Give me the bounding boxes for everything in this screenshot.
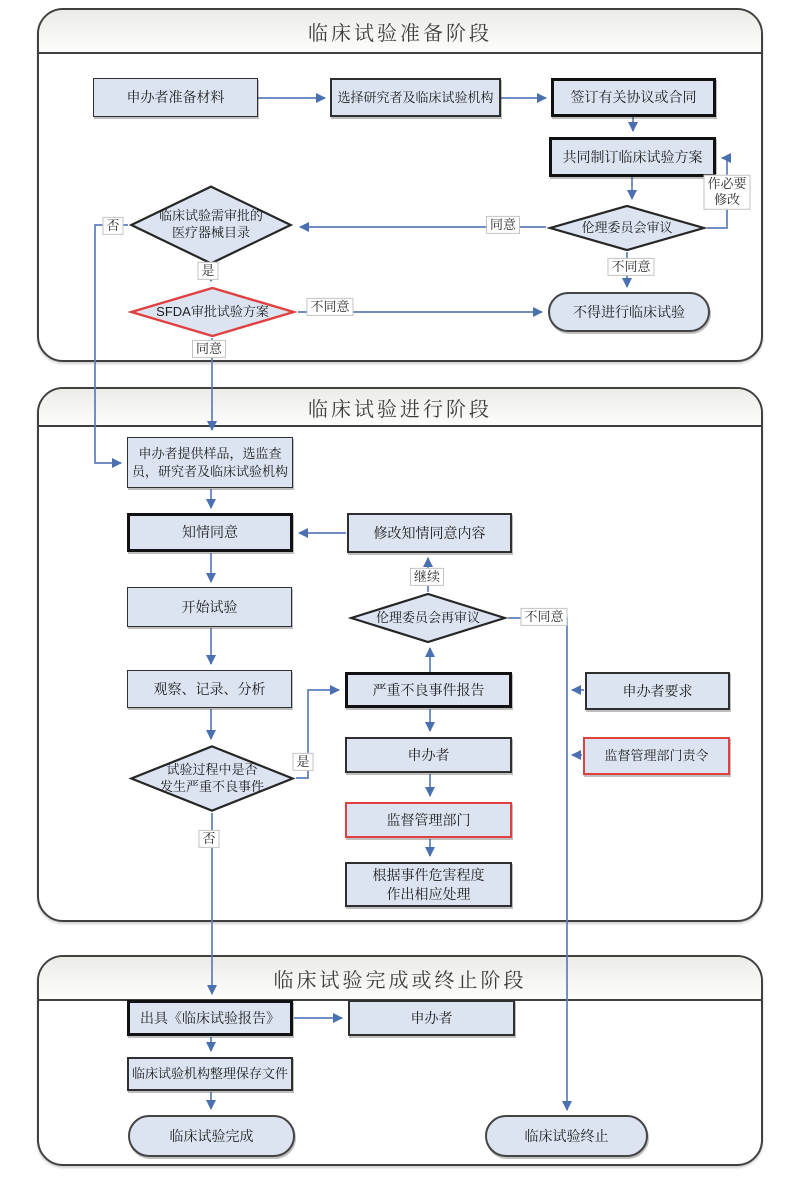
decision-ethics-committee-review [547, 205, 707, 251]
node-label-line2: 发生严重不良事件 [159, 778, 264, 794]
node-supervisory-department [345, 802, 512, 838]
node-modify-consent-content [347, 513, 512, 553]
node-label: 签订有关协议或合同 [570, 89, 697, 106]
node-label-line1: 临床试验需审批的 [158, 208, 263, 224]
node-sponsor [345, 737, 512, 773]
edge-label-continue: 继续 [410, 568, 444, 586]
node-label: 临床试验完成 [169, 1127, 254, 1144]
edge-label-make-changes: 作必要 修改 [703, 175, 750, 210]
node-observe-record-analyze [127, 670, 292, 708]
node-label: 知情同意 [182, 524, 238, 541]
edge-label-no: 否 [102, 217, 123, 235]
node-label: 监督管理部门责令 [604, 748, 709, 764]
node-informed-consent [127, 513, 293, 552]
node-label: 伦理委员会再审议 [375, 609, 480, 625]
node-label-line1: 根据事件危害程度 [372, 866, 485, 883]
node-label: 严重不良事件报告 [372, 681, 485, 698]
section-title: 临床试验进行阶段 [308, 398, 492, 421]
node-label: 观察、记录、分析 [153, 680, 266, 697]
node-sign-agreement [551, 78, 716, 117]
decision-device-catalog-needs-approval [128, 185, 294, 265]
edge-label-disagree: 不同意 [306, 298, 353, 316]
edge-label-disagree: 不同意 [520, 608, 567, 626]
node-supervisory-department-order [583, 737, 730, 775]
edge-label-no: 否 [198, 830, 219, 848]
node-label: 申办者准备材料 [126, 89, 225, 106]
node-label: 临床试验终止 [524, 1127, 609, 1144]
edge-label-yes: 是 [197, 262, 218, 280]
node-label-line2: 员，研究者及临床试验机构 [131, 463, 288, 479]
node-label: 出具《临床试验报告》 [140, 1009, 280, 1026]
terminal-trial-completed [128, 1115, 295, 1157]
terminal-no-clinical-trial [548, 292, 710, 332]
section-title: 临床试验完成或终止阶段 [273, 969, 527, 992]
node-label-line2: 作出相应处理 [386, 885, 471, 902]
node-label: 申办者要求 [622, 682, 693, 699]
decision-sfda-approves-protocol [128, 287, 297, 337]
node-label: 共同制订临床试验方案 [562, 148, 703, 165]
node-label: 申办者 [407, 746, 450, 763]
decision-serious-adverse-event [128, 745, 296, 812]
terminal-trial-terminated [485, 1115, 648, 1157]
node-sponsor-prepares-materials [93, 78, 258, 117]
node-label-line1: 试验过程中是否 [166, 761, 258, 777]
edge-label-disagree: 不同意 [607, 258, 654, 276]
node-sponsor-request [585, 672, 730, 710]
node-label: 监督管理部门 [386, 811, 471, 828]
connector [508, 618, 567, 1110]
node-issue-trial-report [127, 1000, 293, 1036]
node-label: 伦理委员会审议 [581, 219, 673, 235]
edge-label-yes: 是 [292, 753, 313, 771]
node-label-line2: 医疗器械目录 [171, 225, 250, 240]
node-sponsor-provides-samples [127, 437, 293, 488]
node-serious-adverse-event-report [345, 672, 512, 708]
node-label: SFDA审批试验方案 [156, 303, 269, 319]
node-label-line1: 申办者提供样品，选监查 [138, 445, 282, 461]
node-handle-by-severity [345, 862, 512, 907]
node-label: 选择研究者及临床试验机构 [337, 89, 494, 105]
node-label: 申办者 [410, 1009, 453, 1026]
node-label: 修改知情同意内容 [373, 524, 486, 541]
node-select-investigators [330, 78, 501, 117]
decision-ethics-committee-rereview [348, 593, 508, 643]
node-start-trial [127, 587, 292, 627]
connector [95, 225, 128, 463]
node-label: 临床试验机构整理保存文件 [131, 1066, 288, 1082]
node-develop-protocol [549, 137, 716, 177]
edge-label-agree: 同意 [486, 216, 520, 234]
node-label: 开始试验 [181, 598, 238, 615]
edge-label-agree: 同意 [192, 340, 226, 358]
node-institution-archives-documents [127, 1057, 293, 1091]
section-title: 临床试验准备阶段 [308, 22, 492, 45]
node-sponsor-final [348, 1000, 515, 1036]
node-label: 不得进行临床试验 [573, 303, 685, 320]
